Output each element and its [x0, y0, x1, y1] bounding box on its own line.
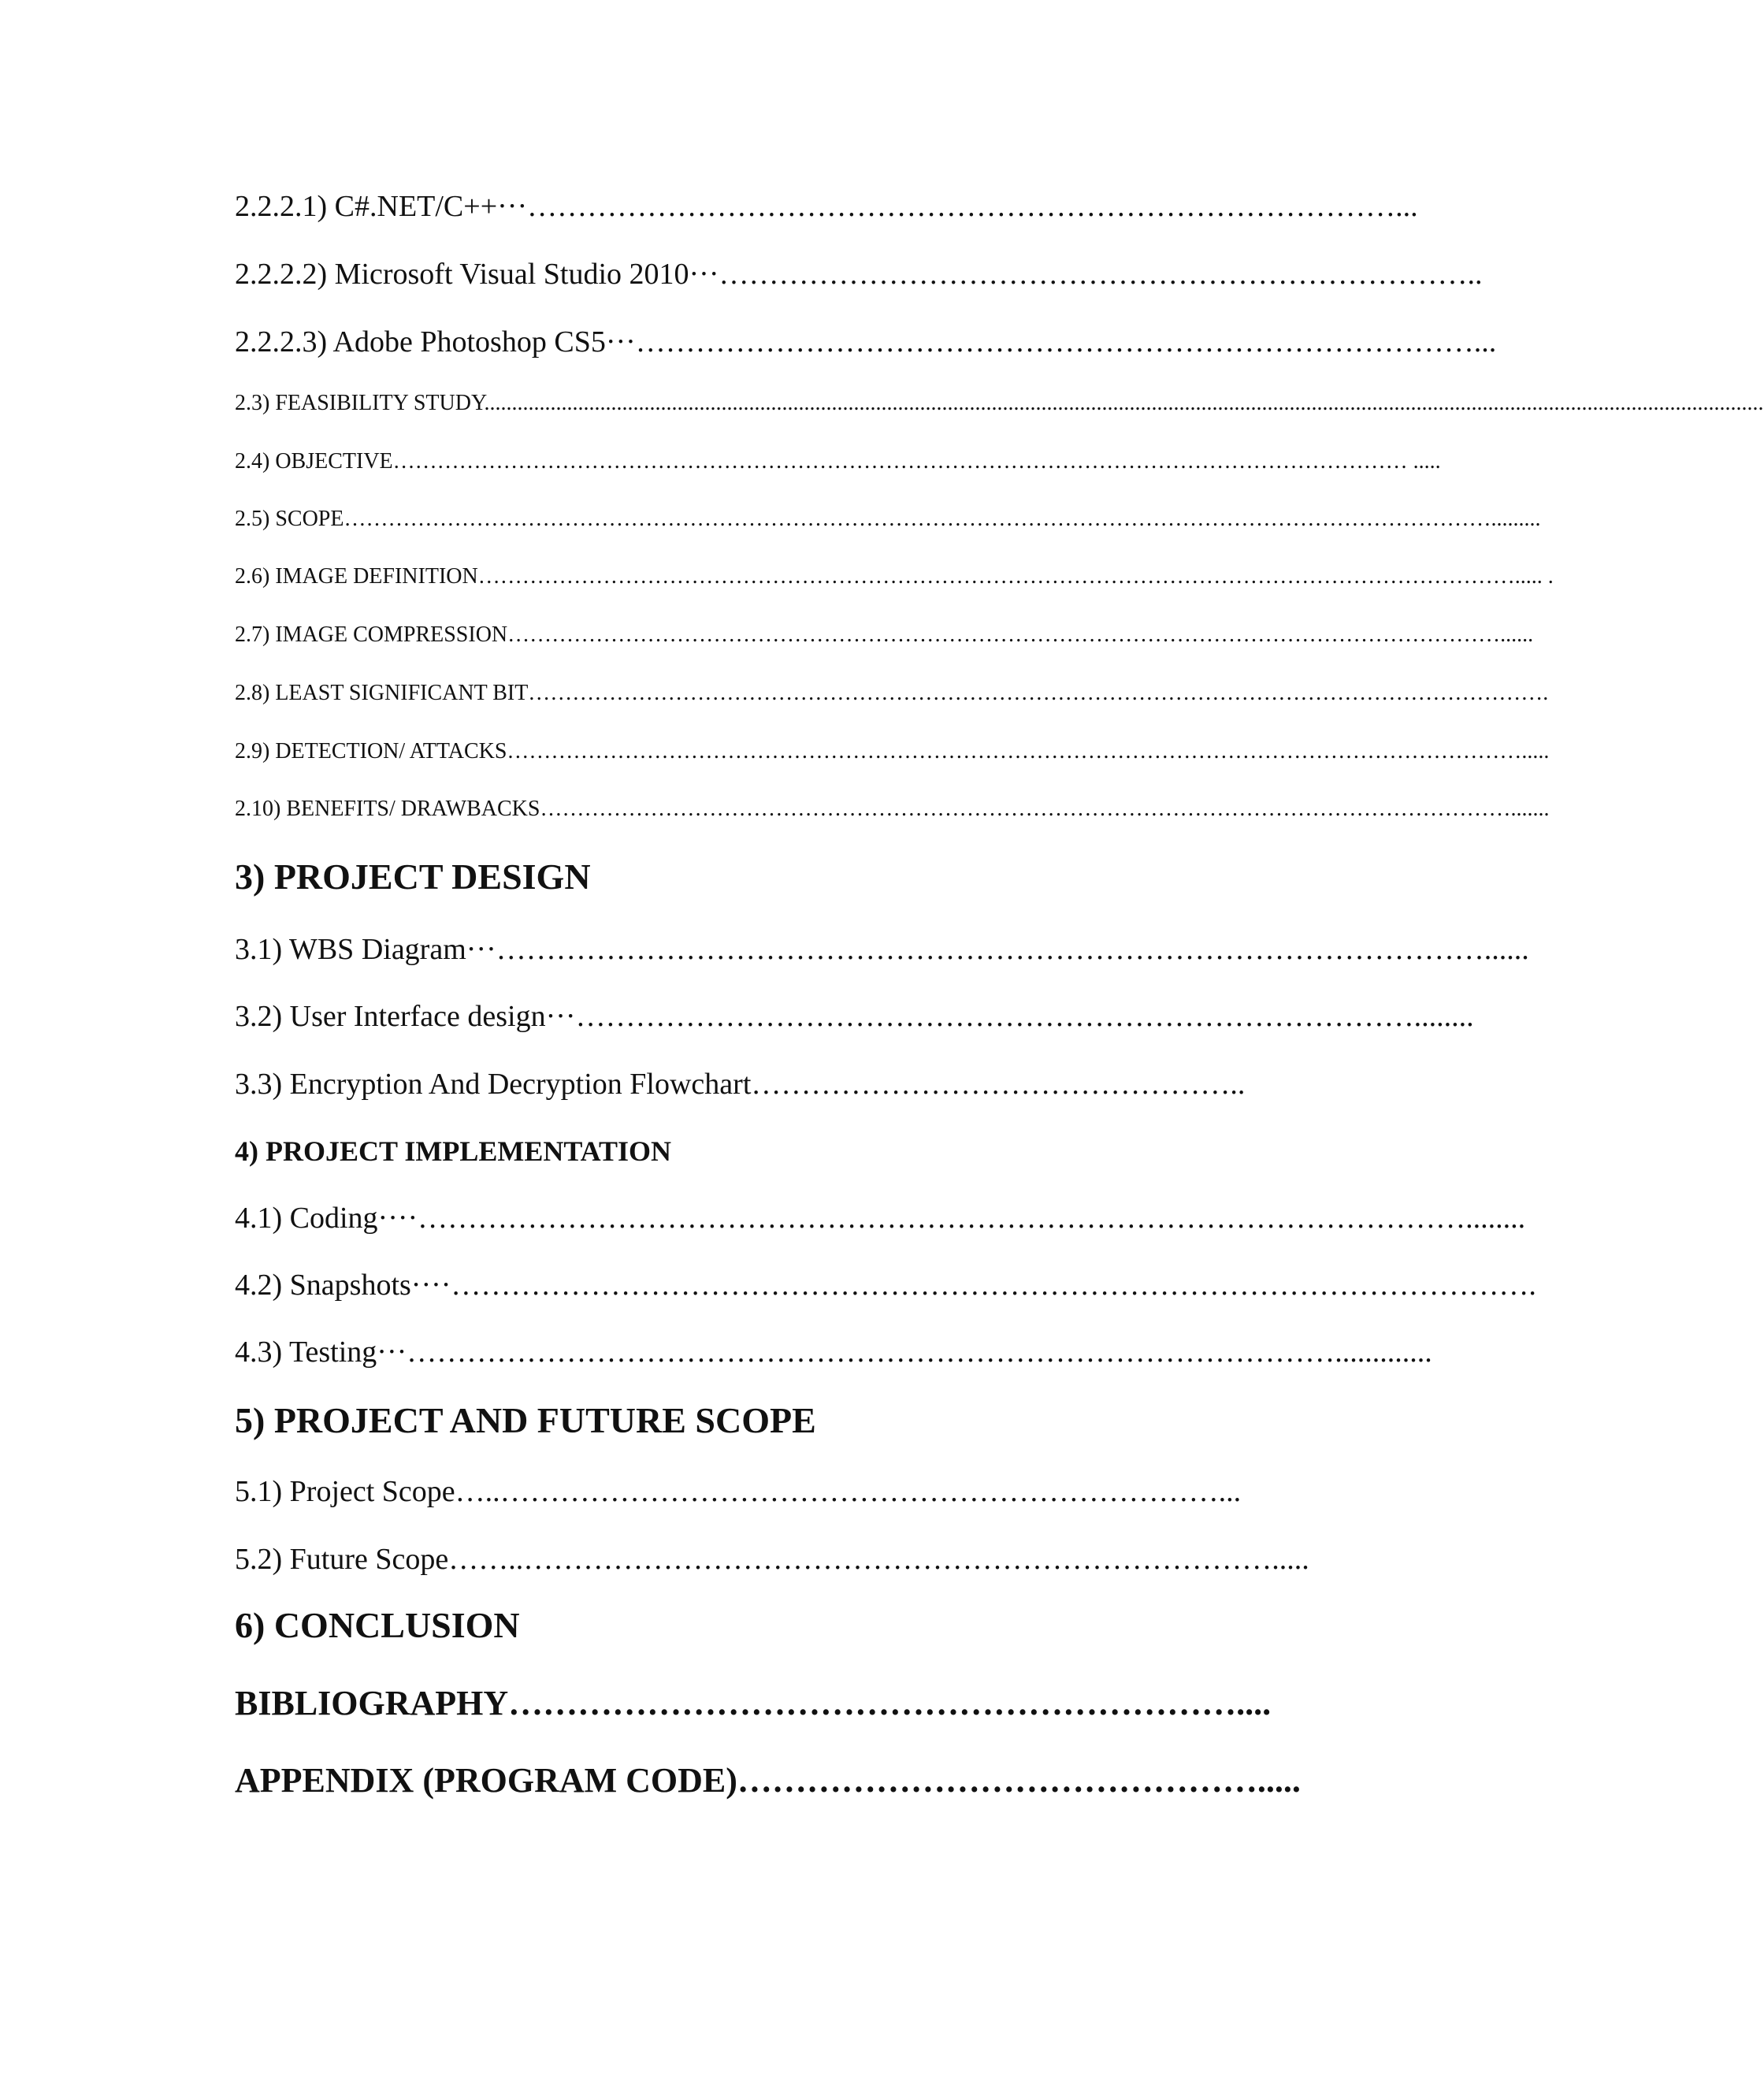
toc-entry-2-7: 2.7) IMAGE COMPRESSION………………………………………………………………………………………………………………………...... [235, 622, 1534, 647]
toc-entry-4-1: 4.1) Coding····……………………………………………………………………………………………........ [235, 1202, 1526, 1235]
toc-entry-2-4: 2.4) OBJECTIVE………………………………………………………………………………………………………………………… ..... [235, 449, 1441, 474]
toc-entry-2-2-2-3: 2.2.2.3) Adobe Photoshop CS5···…………………………………………………………………………... [235, 325, 1497, 359]
toc-entry-bibliography: BIBLIOGRAPHY……………………………………………………….... [235, 1684, 1272, 1722]
toc-entry-5-2: 5.2) Future Scope……..…………………………………………………………………..... [235, 1543, 1309, 1576]
toc-entry-5-1: 5.1) Project Scope…..………………………………………………………………... [235, 1475, 1242, 1508]
toc-entry-2-8: 2.8) LEAST SIGNIFICANT BIT…………………………………………………………………………………………………………………………. [235, 681, 1549, 705]
toc-entry-appendix: APPENDIX (PROGRAM CODE)………………………………………..... [235, 1761, 1301, 1800]
section-heading-conclusion: 6) CONCLUSION [235, 1605, 520, 1645]
section-heading-project-and-future-scope: 5) PROJECT AND FUTURE SCOPE [235, 1400, 816, 1440]
toc-entry-4-2: 4.2) Snapshots····………………………………………………………………………………………………. [235, 1269, 1536, 1302]
toc-entry-3-1: 3.1) WBS Diagram···………………………………………………………………………………………...... [235, 933, 1529, 966]
toc-entry-2-9: 2.9) DETECTION/ ATTACKS…………………………………………………………………………………………………………………………..... [235, 739, 1550, 763]
toc-entry-2-6: 2.6) IMAGE DEFINITION……………………………………………………………………………………………………………………………..... . [235, 564, 1554, 589]
toc-entry-4-3: 4.3) Testing···…………………………………………………………………………………............. [235, 1336, 1432, 1369]
toc-entry-3-2: 3.2) User Interface design···…………………………………………………………………………........ [235, 1000, 1474, 1033]
toc-entry-2-10: 2.10) BENEFITS/ DRAWBACKS……………………………………………………………………………………………………………………....... [235, 797, 1550, 821]
section-heading-project-implementation: 4) PROJECT IMPLEMENTATION [235, 1135, 672, 1167]
toc-entry-2-5: 2.5) SCOPE…………………………………………………………………………………………………………………………………………......... [235, 507, 1541, 531]
toc-entry-2-2-2-2: 2.2.2.2) Microsoft Visual Studio 2010···………………………………………………………………….. [235, 258, 1483, 291]
toc-entry-2-3: 2.3) FEASIBILITY STUDY........................................................................................................................................................................................................................................ [235, 391, 1764, 415]
toc-entry-3-3: 3.3) Encryption And Decryption Flowchart………………………………………….. [235, 1068, 1246, 1101]
toc-entry-2-2-2-1: 2.2.2.1) C#.NET/C++···……………………………………………………………………………... [235, 190, 1418, 223]
section-heading-project-design: 3) PROJECT DESIGN [235, 856, 591, 897]
